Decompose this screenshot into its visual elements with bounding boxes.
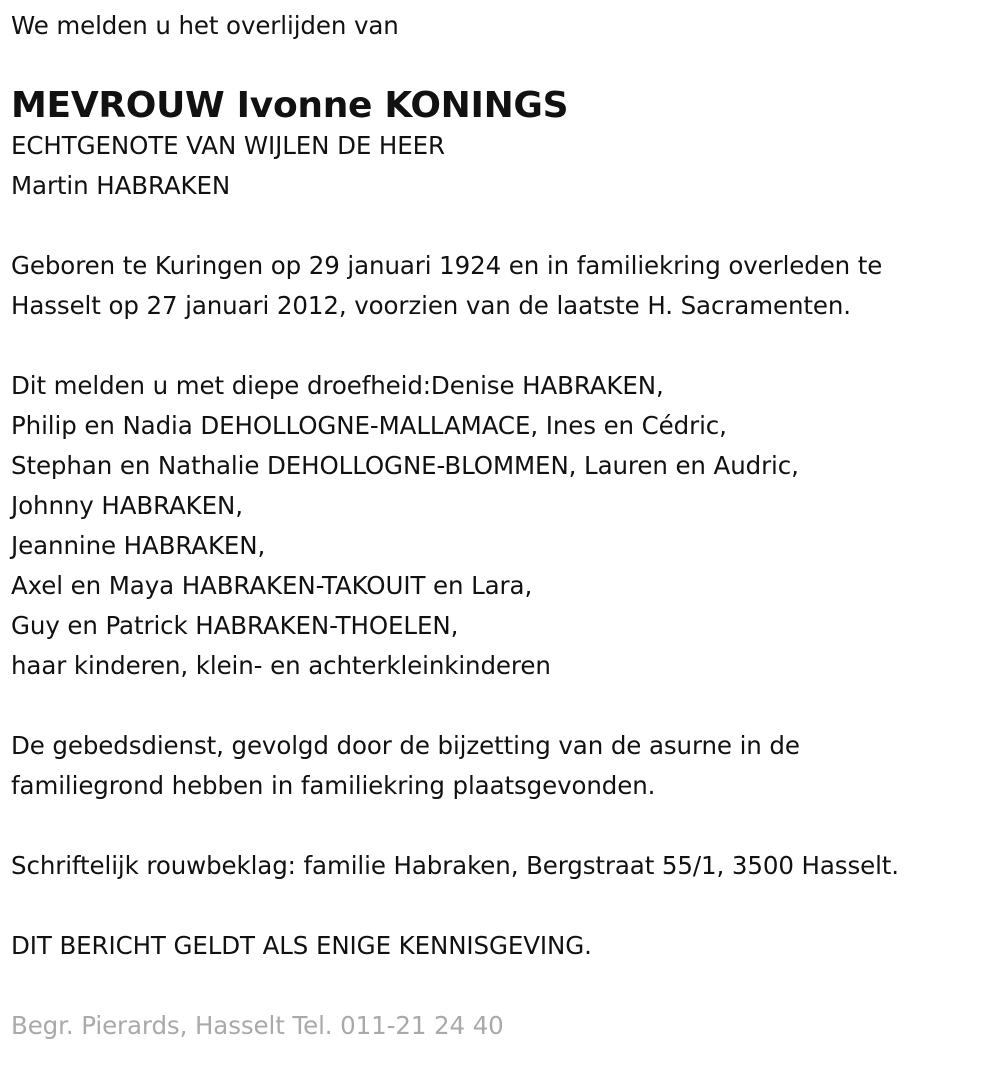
spacer bbox=[11, 806, 991, 846]
notice-statement: DIT BERICHT GELDT ALS ENIGE KENNISGEVING. bbox=[11, 931, 592, 960]
intro-text: We melden u het overlijden van bbox=[11, 11, 399, 40]
condolences-address: Schriftelijk rouwbeklag: familie Habraken, Bergstraat 55/1, 3500 Hasselt. bbox=[11, 851, 899, 880]
mourner-line: haar kinderen, klein- en achterkleinkinderen bbox=[11, 651, 551, 680]
service-line: familiegrond hebben in familiekring plaatsgevonden. bbox=[11, 771, 656, 800]
spacer bbox=[11, 206, 991, 246]
deceased-name: MEVROUW Ivonne KONINGS bbox=[11, 85, 569, 126]
spacer bbox=[11, 686, 991, 726]
mourner-line: Axel en Maya HABRAKEN-TAKOUIT en Lara, bbox=[11, 571, 533, 600]
spouse-name: Martin HABRAKEN bbox=[11, 171, 231, 200]
mourner-line: Philip en Nadia DEHOLLOGNE-MALLAMACE, Ines en Cédric, bbox=[11, 411, 727, 440]
obituary-notice bbox=[11, 6, 991, 1046]
mourner-line: Stephan en Nathalie DEHOLLOGNE-BLOMMEN, Lauren en Audric, bbox=[11, 451, 799, 480]
spacer bbox=[11, 326, 991, 366]
mourner-line: Johnny HABRAKEN, bbox=[11, 491, 243, 520]
service-line: De gebedsdienst, gevolgd door de bijzetting van de asurne in de bbox=[11, 731, 800, 760]
birth-death-line: Geboren te Kuringen op 29 januari 1924 en in familiekring overleden te bbox=[11, 251, 883, 280]
spacer bbox=[11, 886, 991, 926]
mourner-line: Dit melden u met diepe droefheid:Denise HABRAKEN, bbox=[11, 371, 664, 400]
mourner-line: Guy en Patrick HABRAKEN-THOELEN, bbox=[11, 611, 459, 640]
spacer bbox=[11, 966, 991, 1006]
mourner-line: Jeannine HABRAKEN, bbox=[11, 531, 266, 560]
undertaker-info: Begr. Pierards, Hasselt Tel. 011-21 24 40 bbox=[11, 1011, 504, 1040]
birth-death-line: Hasselt op 27 januari 2012, voorzien van de laatste H. Sacramenten. bbox=[11, 291, 851, 320]
relation-text: ECHTGENOTE VAN WIJLEN DE HEER bbox=[11, 131, 445, 160]
